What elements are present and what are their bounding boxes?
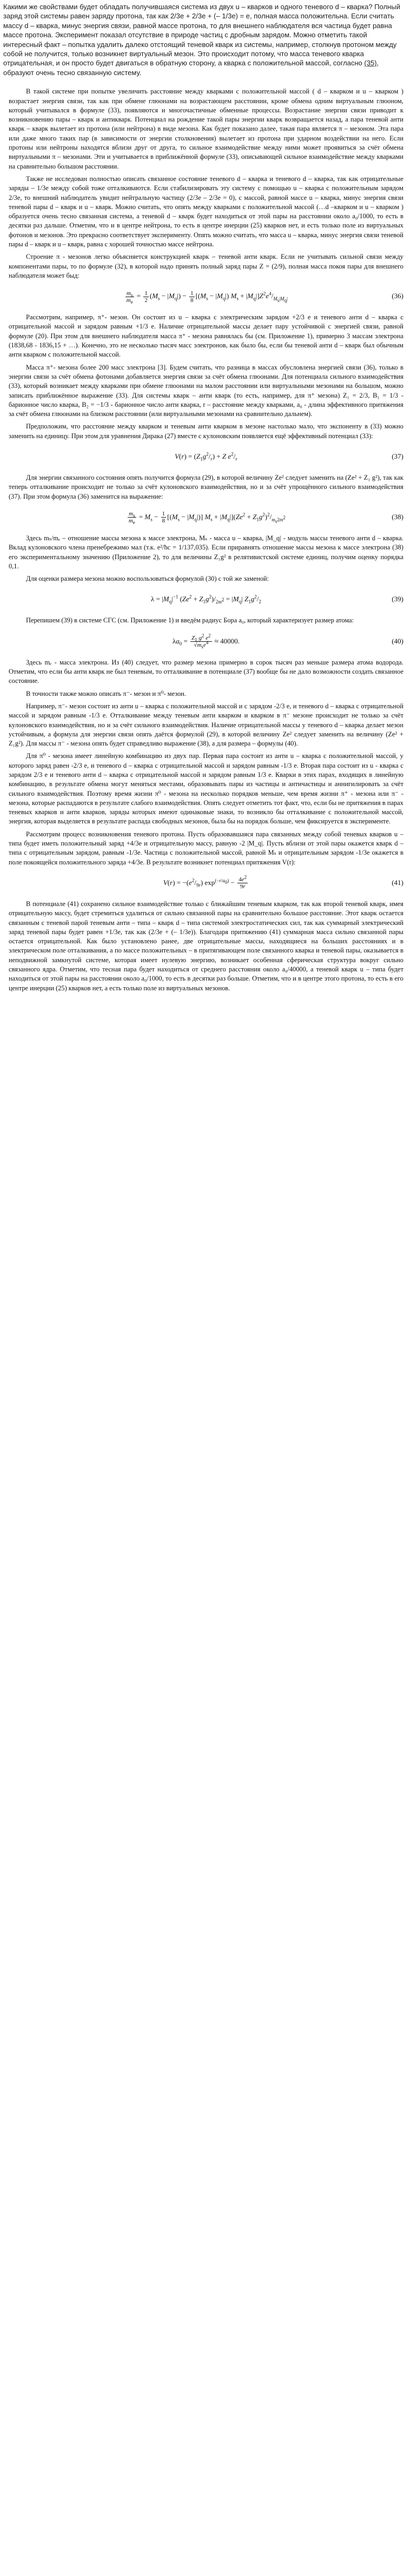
paragraph: Для π⁰ - мезона имеет линейную комбинацию из двух пар. Первая пара состоит из анти u – кварка с положительной массой, у которого заряд равен -2/3 е, и теневого d – кварка с отрицательной массой и зарядом равным -1/3 е. Вторая пара состоит из u - кварка с зарядом 2/3 е и теневого анти d – кварка с отрицательной массой и зарядом равным 1/3 е. Кварки в этих парах, входящих в линейную комбинацию, в результате обмена могут меняться местами, образовывать пары из частицы и античастицы и аннигилировать за счёт сильного взаимодействия. Поэтому время жизни π⁰ - мезона на несколько порядков меньше, чем время жизни π⁺ - мезона или π⁻ - мезона, которые распадаются в результате слабого взаимодействия. Опять следует отметить тот факт, что, если бы не притяжения в парах теневых кварков и анти кварков, заряды которых имеют одинаковые знаки, то возникло бы отталкивание с положительной массой, энергия, которая выделяется в результате распада свободных мезонов, была бы на порядок больше, чем фиксируется в эксперименте. (9, 752, 403, 826)
paragraph: Перепишем (39) в системе СГС (см. Приложение 1) и введём радиус Бора a₀, который характеризует размер атома: (26, 616, 354, 625)
paragraph: В точности также можно описать π⁻- мезон и π⁰- мезон. (26, 689, 186, 697)
paper-body (3, 87, 408, 993)
equation-39: $\lambda = |M_q|^{-1}$ $(Ze^2 + Z_1g^2)/_{2m^2} = |M_q|$ $Z_1g^2/_2$ (39) (9, 590, 403, 608)
equation-40-value: 40000. (220, 636, 240, 645)
paragraph: Масса π⁺- мезона более 200 масс электрона [3]. Будем считать, что разница в массах обусловлена энергией связи (36), только в энергии связи за счёт обмена фотонами добавляется энергия связи за счёт обмена глюонами. Для потенциала сильного взаимодействия (33), который возникает между кварками при обмене глюонами на малом расстоянии или виртуальными мезонами на большом, можно записать приближённое выражение (33). Для системы кварк – анти кварк (то есть, например, для π⁺ мезона) Z₁ = 2/3, B₁ = 1/3 - барионное число кварка, B₂ = −1/3 - барионное число анти кварка, r – расстояние между кварками, a₀ - длина эффективного притяжения за счёт обмена глюонами на близком расстоянии (или виртуальными мезонами на сравнительно дальнем). (9, 363, 403, 418)
intro-text-after: , образуют очень тесно связанную систему. (3, 59, 379, 77)
paragraph: Рассмотрим, например, π⁺- мезон. Он состоит из u – кварка с электрическим зарядом +2/3 е и теневого анти d – кварка с отрицательной массой и зарядом равным +1/3 е. Наличие отрицательной массы делает пару устойчивой с энергией связи, равной формуле (20). При этом для внешнего наблюдателя масса π⁺ - мезона равнялась бы (см. Приложение 1), примерно 3 массам электрона (1838,68 - 1836,15 + …). Конечно, это не несколько тысяч масс электронов, как было бы, если бы теневой анти d – кварк был обычным анти кварком с положительной массой. (9, 313, 403, 359)
intro-text (3, 2, 408, 77)
equation-37: $V(r) = (Z_1g^2/_r) + Z$ $e^2/_r$ (37) (9, 447, 403, 466)
equation-number: (38) (392, 512, 403, 521)
paragraph: Рассмотрим процесс возникновения теневого протона. Пусть образовавшаяся пара связанных между собой теневых кварков u – типа будет иметь положительный заряд +4/3е и отрицательную массу, равную -2 |M_q|. Пусть вблизи от этой пары окажется кварк d – типа с отрицательным зарядом, равным -1/3е. Частица с положительной массой, равной Mₛ и отрицательным зарядом -1/3е окажется в поле покоящейся положительного заряда +4/3е. В результате возникнет потенциал притяжения V(r): (9, 830, 403, 866)
paragraph: Для оценки размера мезона можно воспользоваться формулой (30) с той же заменой: (26, 575, 269, 583)
paragraph: Например, π⁻- мезон состоит из анти u – кварка с положительной массой и с зарядом -2/3 е, и теневого d – кварка с отрицательной массой и зарядом равным -1/3 е. Отталкивание между теневым анти кварком и кварком в π⁻ мезоне происходит не только за счёт кулоновского взаимодействия, но и за счёт сильного взаимодействия. Наличие отрицательной массы у теневого d – кварка делает мезон устойчивым, а формула для энергии связи опять даётся формулой (29), в которой величину Ze² следует заменить на величину (Ze² + Z₁g²). Для массы π⁻ - мезона опять будет справедливо выражение (38), а для размера – формулы (40). (9, 702, 403, 748)
paragraph: В такой системе при попытке увеличить расстояние между кварками с положительной массой ( d – кварком и u – кварком ) возрастает энергия связи, так как при обмене глюонами на возрастающем расстоянии, кроме обмена одним виртуальным глюоном, который учитывался в формуле (33), появляются и многочастичные обменные процессы. Возрастание энергии связи приводит к возникновению пары – кварк и антикварк. Потенциал на рождение такой пары энергии кварк возвращается назад, а пара теневой анти кварк – кварк вылетает из протона (или нейтрона) в виде мезона. Как будет показано далее, такая пара является π – мезоном. Эта пара или даже много таких пар (в зависимости от энергии столкновения) вылетает из протона при ударном воздействии на него. Если протоны или нейтроны находятся вблизи друг от друга, то сильное взаимодействие между ними может проявиться за счёт обмена виртуальными π – мезонами. Эти и учитывается в приближённой формуле (33), описывающей сильное взаимодействие между кварками на сравнительно большом расстоянии. (9, 88, 403, 170)
equation-number: (41) (392, 878, 403, 887)
paragraph: Здесь mₑ - масса электрона. Из (40) следует, что размер мезона примерно в сорок тысяч раз меньше размера атома водорода. Отметим, что если бы анти кварк не был теневым, то отталкивание в потенциале (37) вообще бы не дало возможности создать связанное состояние. (9, 658, 403, 685)
document (0, 0, 411, 993)
equation-number: (39) (392, 595, 403, 603)
paragraph: Строение π - мезонов легко объясняется конструкцией кварк – теневой анти кварк. Если не учитывать сильной связи между компонентами пары, то по формуле (32), в которой надо принять полный заряд пары Z = (2/9), полная масса покоя пары для внешнего наблюдателя может быд: (9, 253, 403, 279)
equation-number: (37) (392, 452, 403, 461)
equation-41: $V(r) = -(e^2/_{9r}) \exp^{(-r/a_0)}$ − $\frac{4e^2}{9r}$ (41) (9, 874, 403, 892)
intro-text-before: Какими же свойствами будет обладать получившаяся система из двух u – кварков и одного теневого d – кварка? Полный заряд этой системы равен заряду протона, так как 2/3е + 2/3е + (– 1/3е) = е, полная масса положительна. Если считать массу d – кварка, минус энергия связи, равной массе протона, то для внешнего наблюдателя вся частица будет равна массе протона. Эксперимент показал отсутствие в природе частиц с дробным зарядом. Можно отметить такой интересный факт – попытка удалить далеко отстоящий теневой кварк из системы, например, столкнув протоном между собой не получится, только возникнет виртуальный мезон. Это происходит потому, что масса теневого кварка отрицательная, и он просто будет двигаться в обратную сторону, а кварка с положительной массой, согласно (3, 3, 400, 68)
paragraph: Также не исследован полностью описать связанное состояние теневого d – кварка и теневого d – кварка, так как отрицательные заряды – 1/3е между собой тоже отталкиваются. Если стабилизировать эту систему с помощью u – кварка с положительным зарядом 2/3е, то внешний наблюдатель увидит нейтральную частицу (2/3е – 2/3е = 0), с массой, равной массе u – кварка, минус энергия связи теневой пары d – кварк и u – кварк. Можно считать, что опять между кварками с положительной массой (…d –кварком и u – кварком ) образуется очень тесно связанная система, а теневой d – кварк будет находиться от этой пары на расстоянии около a₀/1000, то есть в десятки раз дальше. Отметим, что и в центре нейтрона, то есть в центре инерции (25) кварков нет, и есть только поле из виртуальных фотонов и мезонов. Это прекрасно соответствует эксперименту. Опять можно считать, что масса u – кварка, минус энергия связи теневой пары d – кварк и u – кварк, равна с хорошей точностью массе нейтрона. (9, 175, 403, 248)
paragraph: В потенциале (41) сохранено сильное взаимодействие только с ближайшим теневым кварком, так как второй теневой кварк, имея отрицательную массу, будет стремиться удалиться от сильно связанной пары на сравнительно большое расстояние. Этот кварк остается связанным с теневой парой теневым анти – типа – кварк d – типа системой электростатических сил, так как суммарный электрический заряд теневой пары будет равен +1/3е, так как (2/3е + (– 1/3е)). Благодаря притяжению (41) суммарная масса сильно связанной пары остается отрицательной. Как было установлено ранее, две отрицательные массы, находящиеся на больших расстояниях и в электрическом поле отталкивания, а по массе положительных – в притягивающем поле связанного кварка и теневой пары, оказывается в неподвижной замкнутой системе, которая имеет нулевую энергию, возникает особенная сферическая структура вокруг сильно связанного ядра. Отметим, что тесная пара будет находиться от среднего расстояния около a₀/40000, а теневой кварк u – типа будет находиться от этой пары на расстоянии около a₀/1000, то есть в десятки раз больше. Отметим, что и в центре этого протона, то есть в его центре инерции (25) кварков нет, а есть только поле из виртуальных мезонов. (9, 900, 403, 992)
paragraph: Для энергии связанного состояния опять получится формула (29), в которой величину Ze² следует заменить на (Ze² + Z₁ g²), так как теперь отталкивание происходит не только за счёт кулоновского взаимодействия, но и за счёт упрощённого сильного взаимодействия (37). При этом формула (36) заменится на выражение: (9, 474, 403, 500)
paragraph: Предположим, что расстояние между кварком и теневым анти кварком в мезоне настолько мало, что экспоненту в (33) можно заменить на единицу. При этом для уравнения Дирака (27) вместе с кулоновским появляется ещё эффективный потенциал (33): (9, 422, 403, 440)
equation-reference-link[interactable]: (35) (364, 59, 377, 68)
equation-40: $\lambda a_0$ = $\frac{Z_1 g^2 e^2}{√m_se^4}$ ≈ 40000. (40) (172, 633, 403, 650)
equation-number: (40) (392, 636, 403, 645)
paragraph: Здесь mₛ/mₑ – отношение массы мезона к массе электрона, Mₛ - масса u – кварка, |M_q| - модуль массы теневого анти d – кварка. Вклад кулоновского члена пренебрежимо мал (т.к. e²/ħc = 1/137,035). Если приравнять отношение массы мезона к массе электрона (38) его экспериментальному значению (Приложение 2), то для величины Z₁g² в релятивистской системе единиц, получим оценку порядка 0,1. (9, 534, 403, 570)
equation-38: $\frac{m_s}{m_e}$ = $M_s$ − $\frac{1}{8}$ $[(M_s - |M_q|)] M_s + |M_q|](Ze^2 + Z_1g^2)^2/_{m_s2m^2}$ (38) (9, 508, 403, 526)
equation-number: (36) (392, 292, 403, 300)
equation-36: $\frac{m_s}{m_e}$ = $\frac{1}{2}$ $(M_s - |M_q|)$ − $\frac{1}{8}$ $[(M_s - |M_q|) M_s + |M_q|]Z^2e^4/_{M_s|M_q|}$ (36) (9, 287, 403, 305)
